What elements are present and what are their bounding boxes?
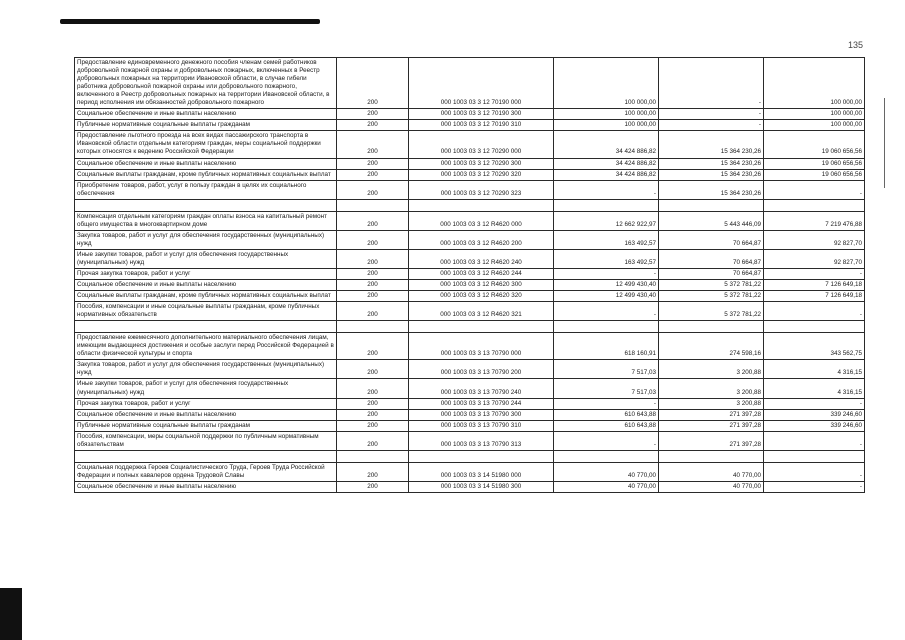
row-admin-code: 200 [337,268,409,279]
row-classification-code: 000 1003 03 3 12 70190 300 [409,109,554,120]
row-admin-code: 200 [337,420,409,431]
row-admin-code: 200 [337,462,409,481]
row-approved-amount: - [554,398,659,409]
row-name: Социальные выплаты гражданам, кроме публичных нормативных социальных выплат [75,291,337,302]
row-classification-code: 000 1003 03 3 12 R4620 240 [409,249,554,268]
row-remaining-amount: 339 246,60 [764,409,865,420]
row-approved-amount: 12 499 430,40 [554,291,659,302]
table-spacer-row [75,450,865,462]
scan-artifact-top-line [60,19,320,24]
row-name: Иные закупки товаров, работ и услуг для обеспечения государственных (муниципальных) нужд [75,379,337,398]
row-executed-amount: - [659,109,764,120]
row-name: Социальное обеспечение и иные выплаты населению [75,481,337,492]
row-name: Публичные нормативные социальные выплаты гражданам [75,420,337,431]
spacer-cell [764,321,865,333]
row-remaining-amount: 4 316,15 [764,379,865,398]
row-executed-amount: 15 364 230,26 [659,158,764,169]
row-classification-code: 000 1003 03 3 13 70790 000 [409,333,554,360]
row-approved-amount: 34 424 886,82 [554,169,659,180]
row-classification-code: 000 1003 03 3 12 R4620 000 [409,211,554,230]
row-admin-code: 200 [337,230,409,249]
row-admin-code: 200 [337,409,409,420]
row-admin-code: 200 [337,333,409,360]
row-remaining-amount: 19 060 656,56 [764,131,865,158]
row-name: Социальное обеспечение и иные выплаты населению [75,158,337,169]
row-classification-code: 000 1003 03 3 14 51980 300 [409,481,554,492]
row-classification-code: 000 1003 03 3 13 70790 313 [409,431,554,450]
table-spacer-row [75,321,865,333]
row-name: Пособия, компенсации, меры социальной поддержки по публичным нормативным обязательствам [75,431,337,450]
row-approved-amount: - [554,431,659,450]
row-approved-amount: 610 643,88 [554,409,659,420]
table-row [75,333,865,360]
table-row [75,158,865,169]
table-row [75,109,865,120]
spacer-cell [764,450,865,462]
row-executed-amount: 70 664,87 [659,230,764,249]
row-approved-amount: 34 424 886,82 [554,158,659,169]
row-classification-code: 000 1003 03 3 13 70790 300 [409,409,554,420]
spacer-cell [337,450,409,462]
row-name: Социальная поддержка Героев Социалистического Труда, Героев Труда Российской Федерации и полных кавалеров ордена Трудовой Славы [75,462,337,481]
row-approved-amount: 610 643,88 [554,420,659,431]
row-executed-amount: 271 397,28 [659,420,764,431]
row-name: Компенсация отдельным категориям граждан оплаты взноса на капитальный ремонт общего имущества в многоквартирном доме [75,211,337,230]
row-remaining-amount: 92 827,70 [764,230,865,249]
row-admin-code: 200 [337,398,409,409]
table-row [75,268,865,279]
row-name: Публичные нормативные социальные выплаты гражданам [75,120,337,131]
row-executed-amount: 3 200,88 [659,360,764,379]
row-remaining-amount: 100 000,00 [764,120,865,131]
row-executed-amount: 3 200,88 [659,379,764,398]
row-executed-amount: 40 770,00 [659,462,764,481]
row-classification-code: 000 1003 03 3 13 70790 240 [409,379,554,398]
table-row [75,280,865,291]
table-body [75,58,865,493]
spacer-cell [554,199,659,211]
spacer-cell [554,450,659,462]
table-row [75,379,865,398]
row-classification-code: 000 1003 03 3 12 70290 320 [409,169,554,180]
row-name: Социальные выплаты гражданам, кроме публичных нормативных социальных выплат [75,169,337,180]
row-approved-amount: 7 517,03 [554,379,659,398]
row-classification-code: 000 1003 03 3 12 R4620 200 [409,230,554,249]
row-remaining-amount: - [764,302,865,321]
row-remaining-amount: - [764,462,865,481]
row-executed-amount: 3 200,88 [659,398,764,409]
table-row [75,360,865,379]
row-approved-amount: 7 517,03 [554,360,659,379]
row-name: Социальное обеспечение и иные выплаты населению [75,109,337,120]
row-admin-code: 200 [337,431,409,450]
row-executed-amount: 40 770,00 [659,481,764,492]
row-classification-code: 000 1003 03 3 12 R4620 321 [409,302,554,321]
row-approved-amount: 163 492,57 [554,249,659,268]
row-executed-amount: 271 397,28 [659,431,764,450]
row-approved-amount: 40 770,00 [554,481,659,492]
spacer-cell [554,321,659,333]
spacer-cell [659,321,764,333]
budget-execution-table [74,57,865,493]
table-spacer-row [75,199,865,211]
row-remaining-amount: - [764,431,865,450]
row-remaining-amount: 92 827,70 [764,249,865,268]
row-remaining-amount: - [764,268,865,279]
row-approved-amount: 12 662 922,97 [554,211,659,230]
row-classification-code: 000 1003 03 3 12 70290 000 [409,131,554,158]
row-name: Предоставление единовременного денежного пособия членам семей работников добровольной пожарной охраны и добровольных пожарных, включенных в Реестр добровольных пожарных на территории Ивановской области, в случае гибели работника добровольной пожарной охраны или добровольного пожарного, включенного в Реестр добровольных пожарных на территории Ивановской области, в период исполнения им обязанностей добровольного пожарного [75,58,337,109]
row-classification-code: 000 1003 03 3 13 70790 310 [409,420,554,431]
row-classification-code: 000 1003 03 3 14 51980 000 [409,462,554,481]
table-row [75,420,865,431]
row-admin-code: 200 [337,131,409,158]
row-executed-amount: 15 364 230,26 [659,131,764,158]
scan-artifact-margin-mark [884,98,885,188]
row-remaining-amount: - [764,481,865,492]
row-admin-code: 200 [337,180,409,199]
spacer-cell [409,321,554,333]
row-executed-amount: 5 372 781,22 [659,280,764,291]
table-row [75,211,865,230]
row-name: Социальное обеспечение и иные выплаты населению [75,280,337,291]
row-classification-code: 000 1003 03 3 12 R4620 320 [409,291,554,302]
row-name: Предоставление льготного проезда на всех видах пассажирского транспорта в Ивановской области отдельным категориям граждан, меры социальной поддержки которых относятся к ведению Российской Федерации [75,131,337,158]
row-admin-code: 200 [337,249,409,268]
row-admin-code: 200 [337,481,409,492]
row-remaining-amount: 343 562,75 [764,333,865,360]
row-approved-amount: - [554,268,659,279]
row-classification-code: 000 1003 03 3 13 70790 200 [409,360,554,379]
row-admin-code: 200 [337,280,409,291]
spacer-cell [409,199,554,211]
row-classification-code: 000 1003 03 3 12 R4620 300 [409,280,554,291]
table-row [75,302,865,321]
table-row [75,409,865,420]
row-executed-amount: 5 372 781,22 [659,302,764,321]
row-name: Закупка товаров, работ и услуг для обеспечения государственных (муниципальных) нужд [75,360,337,379]
row-name: Пособия, компенсации и иные социальные выплаты гражданам, кроме публичных нормативных обязательств [75,302,337,321]
spacer-cell [659,199,764,211]
row-remaining-amount: 19 060 656,56 [764,158,865,169]
spacer-cell [75,450,337,462]
row-remaining-amount: 19 060 656,56 [764,169,865,180]
scan-artifact-dark-edge [0,588,22,640]
row-admin-code: 200 [337,211,409,230]
page-number: 135 [848,40,864,50]
table-row [75,291,865,302]
table-row [75,481,865,492]
row-executed-amount: - [659,58,764,109]
spacer-cell [764,199,865,211]
row-classification-code: 000 1003 03 3 12 70290 300 [409,158,554,169]
table-row [75,249,865,268]
row-executed-amount: - [659,120,764,131]
row-admin-code: 200 [337,302,409,321]
row-approved-amount: 34 424 886,82 [554,131,659,158]
row-name: Закупка товаров, работ и услуг для обеспечения государственных (муниципальных) нужд [75,230,337,249]
row-approved-amount: 12 499 430,40 [554,280,659,291]
row-remaining-amount: 100 000,00 [764,109,865,120]
table-row [75,431,865,450]
row-name: Иные закупки товаров, работ и услуг для обеспечения государственных (муниципальных) нужд [75,249,337,268]
row-remaining-amount: 7 126 649,18 [764,280,865,291]
row-remaining-amount: 7 126 649,18 [764,291,865,302]
spacer-cell [659,450,764,462]
row-admin-code: 200 [337,158,409,169]
table-row [75,120,865,131]
row-remaining-amount: 100 000,00 [764,58,865,109]
row-remaining-amount: 7 219 476,88 [764,211,865,230]
row-approved-amount: 618 160,91 [554,333,659,360]
row-executed-amount: 5 443 446,09 [659,211,764,230]
row-admin-code: 200 [337,360,409,379]
row-name: Социальное обеспечение и иные выплаты населению [75,409,337,420]
row-name: Предоставление ежемесячного дополнительного материального обеспечения лицам, имеющим выдающиеся достижения и особые заслуги перед Российской Федерацией в области физической культуры и спорта [75,333,337,360]
row-remaining-amount: 4 316,15 [764,360,865,379]
row-classification-code: 000 1003 03 3 12 70190 000 [409,58,554,109]
row-approved-amount: - [554,180,659,199]
row-executed-amount: 15 364 230,26 [659,169,764,180]
spacer-cell [75,199,337,211]
table-row [75,169,865,180]
row-classification-code: 000 1003 03 3 12 R4620 244 [409,268,554,279]
table-row [75,230,865,249]
table-row [75,398,865,409]
row-executed-amount: 70 664,87 [659,268,764,279]
row-name: Приобретение товаров, работ, услуг в пользу граждан в целях их социального обеспечения [75,180,337,199]
row-approved-amount: - [554,302,659,321]
row-remaining-amount: 339 246,60 [764,420,865,431]
table-row [75,131,865,158]
row-executed-amount: 15 364 230,26 [659,180,764,199]
row-classification-code: 000 1003 03 3 12 70190 310 [409,120,554,131]
row-remaining-amount: - [764,180,865,199]
row-approved-amount: 100 000,00 [554,120,659,131]
row-approved-amount: 100 000,00 [554,58,659,109]
table-row [75,180,865,199]
table-row [75,462,865,481]
spacer-cell [75,321,337,333]
row-admin-code: 200 [337,58,409,109]
row-admin-code: 200 [337,291,409,302]
row-admin-code: 200 [337,109,409,120]
row-executed-amount: 70 664,87 [659,249,764,268]
row-executed-amount: 274 598,16 [659,333,764,360]
table-row [75,58,865,109]
row-classification-code: 000 1003 03 3 12 70290 323 [409,180,554,199]
row-admin-code: 200 [337,169,409,180]
row-approved-amount: 163 492,57 [554,230,659,249]
row-name: Прочая закупка товаров, работ и услуг [75,398,337,409]
row-remaining-amount: - [764,398,865,409]
row-executed-amount: 271 397,28 [659,409,764,420]
row-name: Прочая закупка товаров, работ и услуг [75,268,337,279]
row-admin-code: 200 [337,120,409,131]
row-executed-amount: 5 372 781,22 [659,291,764,302]
row-approved-amount: 40 770,00 [554,462,659,481]
row-classification-code: 000 1003 03 3 13 70790 244 [409,398,554,409]
spacer-cell [409,450,554,462]
row-approved-amount: 100 000,00 [554,109,659,120]
row-admin-code: 200 [337,379,409,398]
spacer-cell [337,321,409,333]
spacer-cell [337,199,409,211]
